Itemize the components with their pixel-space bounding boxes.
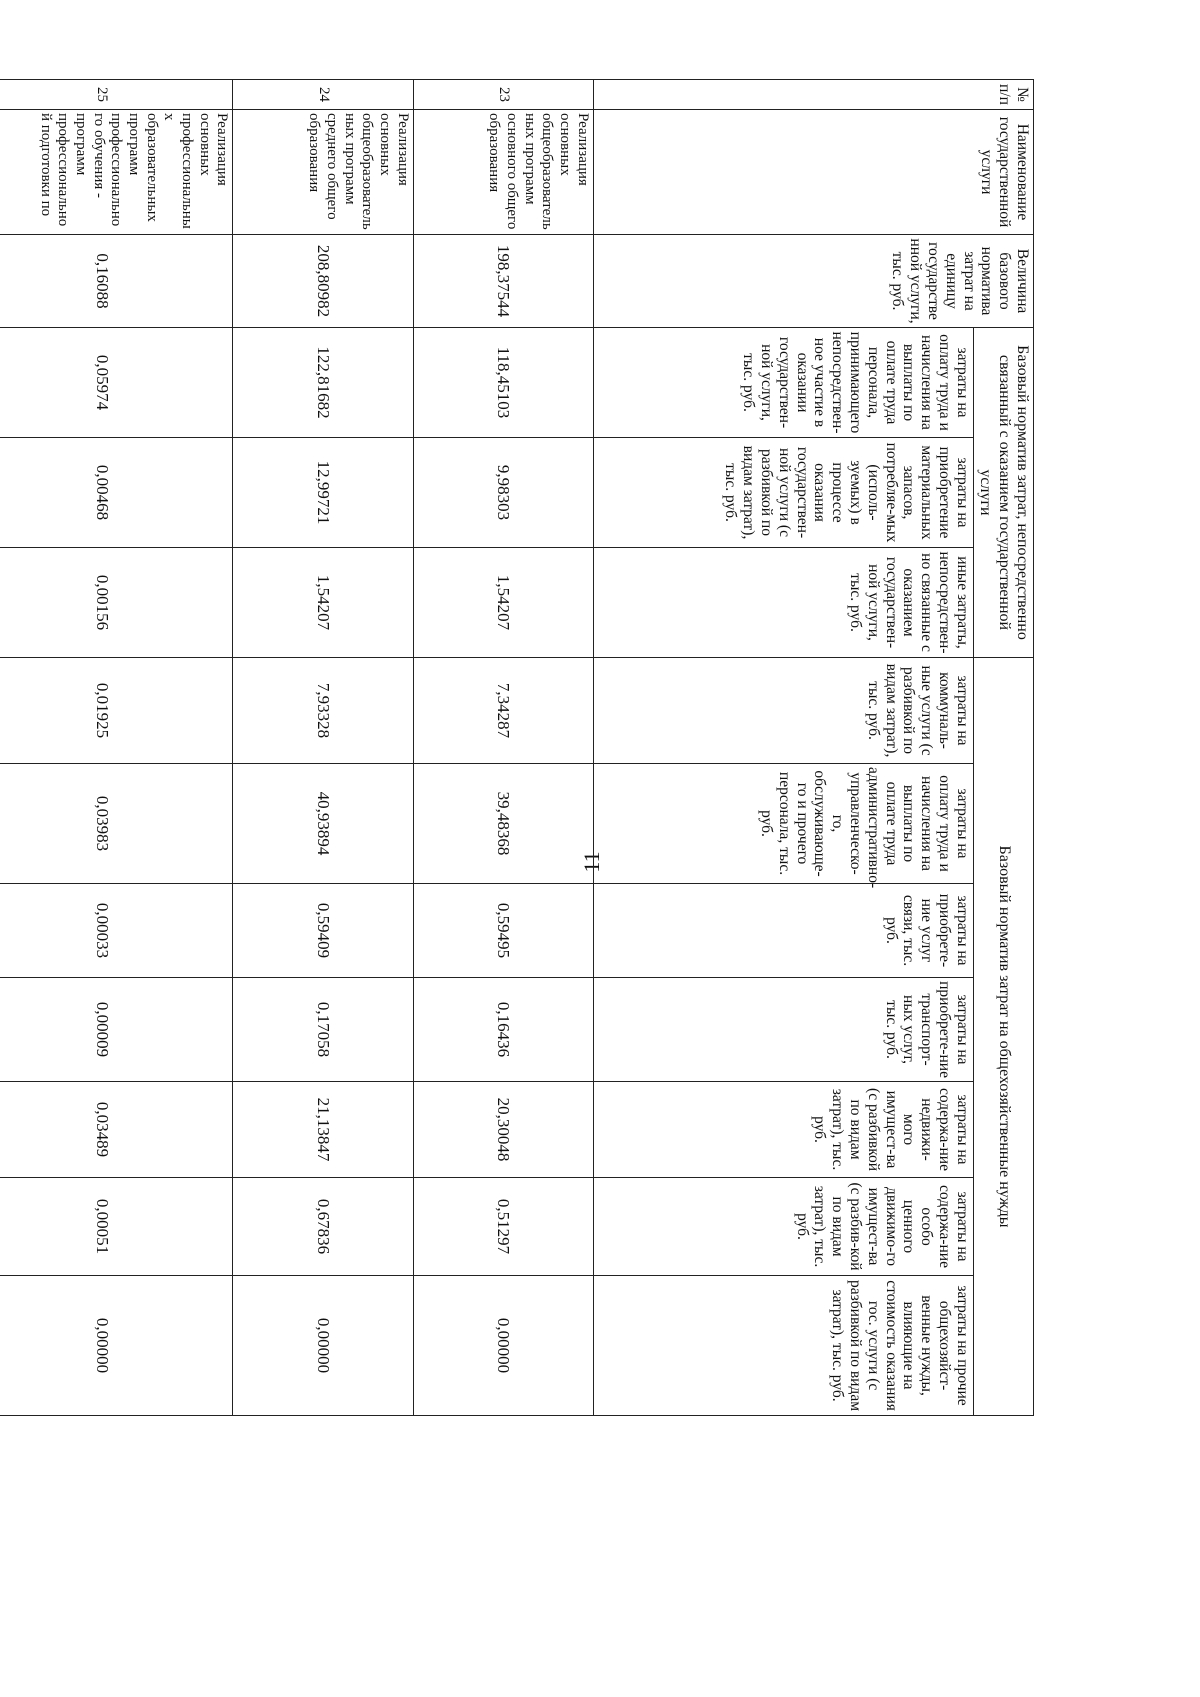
subheader-movable-property: затраты на содержа-ние особо ценного движимо-го имущест-ва (с разбив-кой по видам затрат), тыс. руб. bbox=[593, 1178, 973, 1276]
subheader-transport: затраты на приобрете-ние транспорт-ных услуг, тыс. руб. bbox=[593, 978, 973, 1082]
row-num: 23 bbox=[413, 80, 593, 110]
row-value: 7,34287 bbox=[413, 658, 593, 764]
row-value: 122,81682 bbox=[233, 328, 413, 438]
row-value: 40,93894 bbox=[233, 764, 413, 884]
row-value: 1,54207 bbox=[413, 548, 593, 658]
rotated-table-container bbox=[0, 79, 1034, 1415]
row-value: 0,51297 bbox=[413, 1178, 593, 1276]
subheader-communication: затраты на приобрете-ние услуг связи, тыс. руб. bbox=[593, 884, 973, 978]
table-row bbox=[0, 80, 233, 1416]
row-value: 0,00033 bbox=[0, 884, 233, 978]
row-value: 9,98303 bbox=[413, 438, 593, 548]
page-number: 11 bbox=[579, 851, 604, 873]
row-service-name: Реализация основных общеобразователь ных программ среднего общего образования bbox=[233, 110, 413, 235]
row-num: 24 bbox=[233, 80, 413, 110]
row-num: 25 bbox=[0, 80, 233, 110]
row-service-name: Реализация основных профессиональны х образовательных программ профессионально го обучения - программ профессионально й подготовки по bbox=[0, 110, 233, 235]
row-value: 118,45103 bbox=[413, 328, 593, 438]
header-group-direct: Базовый норматив затрат, непосредственно связанный с оказанием государственной услуги bbox=[973, 328, 1033, 658]
header-num: № п/п bbox=[593, 80, 1033, 110]
row-value: 0,16436 bbox=[413, 978, 593, 1082]
row-value: 7,93328 bbox=[233, 658, 413, 764]
subheader-labor-direct: затраты на оплату труда и начисления на выплаты по оплате труда персонала, принимающего непосредствен-ное участие в оказании государствен-ной услуги, тыс. руб. bbox=[593, 328, 973, 438]
row-value: 1,54207 bbox=[233, 548, 413, 658]
row-value: 39,48368 bbox=[413, 764, 593, 884]
header-total-norm: Величина базового норматива затрат на единицу государстве нной услуги, тыс. руб. bbox=[593, 235, 1033, 328]
row-value: 0,03489 bbox=[0, 1082, 233, 1178]
subheader-utilities: затраты на коммуналь-ные услуги (с разбивкой по видам затрат), тыс. руб. bbox=[593, 658, 973, 764]
row-service-name: Реализация основных общеобразователь ных программ основного общего образования bbox=[413, 110, 593, 235]
row-value: 0,17058 bbox=[233, 978, 413, 1082]
row-value: 0,59409 bbox=[233, 884, 413, 978]
subheader-other-general: затраты на прочие общехозяйст-венные нужды, влияющие на стоимость оказания гос. услуги (с разбивкой по видам затрат), тыс. руб. bbox=[593, 1276, 973, 1416]
row-value: 0,67836 bbox=[233, 1178, 413, 1276]
row-total: 0,16088 bbox=[0, 235, 233, 328]
subheader-real-estate: затраты на содержа-ние недвижи-мого имущест-ва (с разбивкой по видам затрат), тыс. руб. bbox=[593, 1082, 973, 1178]
table-row bbox=[233, 80, 413, 1416]
row-value: 0,00156 bbox=[0, 548, 233, 658]
row-value: 21,13847 bbox=[233, 1082, 413, 1178]
subheader-materials: затраты на приобретение материальных запасов, потребляе-мых (исполь-зуемых) в процессе оказания государствен-ной услуги (с разбивкой по видам затрат), тыс. руб. bbox=[593, 438, 973, 548]
row-total: 198,37544 bbox=[413, 235, 593, 328]
row-value: 0,05974 bbox=[0, 328, 233, 438]
row-value: 0,00000 bbox=[0, 1276, 233, 1416]
row-value: 12,99721 bbox=[233, 438, 413, 548]
header-group-general: Базовый норматив затрат на общехозяйственные нужды bbox=[973, 658, 1033, 1416]
row-value: 0,01925 bbox=[0, 658, 233, 764]
row-value: 0,00000 bbox=[413, 1276, 593, 1416]
row-value: 0,00051 bbox=[0, 1178, 233, 1276]
row-value: 0,03983 bbox=[0, 764, 233, 884]
row-value: 0,00009 bbox=[0, 978, 233, 1082]
row-value: 0,00000 bbox=[233, 1276, 413, 1416]
row-value: 0,00468 bbox=[0, 438, 233, 548]
row-value: 0,59495 bbox=[413, 884, 593, 978]
row-total: 208,80982 bbox=[233, 235, 413, 328]
row-value: 20,30048 bbox=[413, 1082, 593, 1178]
header-service-name: Наименование государственной услуги bbox=[593, 110, 1033, 235]
cost-norms-table bbox=[0, 79, 1034, 1416]
subheader-labor-admin: затраты на оплату труда и начисления на выплаты по оплате труда административно-управленческо-го, обслуживающе-го и прочего персонала, тыс. руб. bbox=[593, 764, 973, 884]
subheader-other-direct: иные затраты, непосредствен-но связанные с оказанием государствен-ной услуги, тыс. руб. bbox=[593, 548, 973, 658]
table-row bbox=[413, 80, 593, 1416]
